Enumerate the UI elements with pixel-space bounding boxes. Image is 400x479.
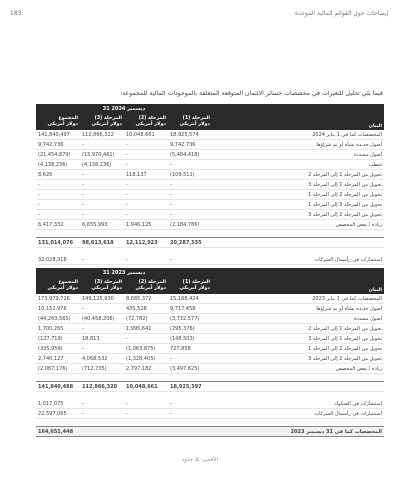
total-column-header-currency: دولار أمريكي xyxy=(47,286,78,291)
total-value: (4,138,236) xyxy=(36,160,80,170)
row-label xyxy=(212,238,384,248)
row-label: استثمارات في الصكوك xyxy=(212,399,384,409)
s2-value xyxy=(124,427,168,437)
s3-value: 112,866,320 xyxy=(80,382,124,392)
s2-value: 2,797,182 xyxy=(124,364,168,374)
row-label: تحويل من المرحلة 1 إلى المرحلة 2 xyxy=(212,170,384,180)
row-label xyxy=(212,382,384,392)
s2-value: 1,946,125 xyxy=(124,220,168,230)
s3-value: - xyxy=(80,399,124,409)
page-number: 183 xyxy=(10,10,22,17)
s3-value: (712,735) xyxy=(80,364,124,374)
s1-value: (3,497,625) xyxy=(168,364,212,374)
s3-value: - xyxy=(80,210,124,220)
s1-value: 18,925,574 xyxy=(168,130,212,140)
total-value: 141,840,488 xyxy=(36,382,80,392)
stage3-column-header xyxy=(80,114,124,130)
table-row xyxy=(36,344,384,354)
table-row xyxy=(36,324,384,334)
s2-value: - xyxy=(124,334,168,344)
s3-value: 112,866,322 xyxy=(80,130,124,140)
spacer-row xyxy=(36,419,384,427)
total-value: 2,740,127 xyxy=(36,354,80,364)
s1-value: - xyxy=(168,354,212,364)
s1-value: (148,503) xyxy=(168,334,212,344)
total-value: 10,152,976 xyxy=(36,304,80,314)
period-label: 31 ديسمبر 2023 xyxy=(36,268,212,278)
total-value: - xyxy=(36,190,80,200)
subtotal-row xyxy=(36,382,384,392)
s2-value: 8,685,372 xyxy=(124,294,168,304)
row-label: أصول مسددة xyxy=(212,314,384,324)
s2-value: 1,995,641 xyxy=(124,324,168,334)
investment-row xyxy=(36,399,384,409)
s1-value xyxy=(168,427,212,437)
total-value: 141,840,497 xyxy=(36,130,80,140)
table-row xyxy=(36,200,384,210)
s3-value: 98,613,618 xyxy=(80,238,124,248)
table-row xyxy=(36,210,384,220)
table-row xyxy=(36,140,384,150)
s1-value: - xyxy=(168,200,212,210)
row-label: أصول مسددة xyxy=(212,150,384,160)
row-label: زيادة / نقص المخصص xyxy=(212,364,384,374)
row-label: تحويل من المرحلة 3 إلى المرحلة 1 xyxy=(212,200,384,210)
spacer-cell xyxy=(36,230,384,238)
s2-value: - xyxy=(124,409,168,419)
row-label: تحويل من المرحلة 2 إلى المرحلة 3 xyxy=(212,354,384,364)
s3-value: - xyxy=(80,200,124,210)
s3-value: - xyxy=(80,255,124,265)
total-value: 1,017,075 xyxy=(36,399,80,409)
s2-value: - xyxy=(124,200,168,210)
total-column-header-currency: دولار أمريكي xyxy=(47,122,78,127)
s2-value: (72,782) xyxy=(124,314,168,324)
s1-value: - xyxy=(168,399,212,409)
total-value: 173,979,726 xyxy=(36,294,80,304)
section-title: فيما يلي تحليل للتغيرات في مخصصات خسائر الائتمان المتوقعة المتعلقة بالموجودات المالية للمجموعة: xyxy=(120,90,383,97)
s1-value: (3,732,577) xyxy=(168,314,212,324)
stage2-column-header xyxy=(124,278,168,294)
s1-value: 9,717,458 xyxy=(168,304,212,314)
provisions-table-2023 xyxy=(36,268,384,437)
stage2-column-header-currency: دولار أمريكي xyxy=(135,286,166,291)
stage2-column-header xyxy=(124,114,168,130)
investment-row xyxy=(36,255,384,265)
total-column-header xyxy=(36,278,80,294)
s1-value: 727,858 xyxy=(168,344,212,354)
stage1-column-header xyxy=(168,114,212,130)
table-row xyxy=(36,180,384,190)
table-row xyxy=(36,150,384,160)
total-column-header-title: المجموع xyxy=(58,115,78,121)
stage1-column-header-currency: دولار أمريكي xyxy=(179,122,210,127)
footer-note: الأقصى بلا حدود xyxy=(181,457,219,463)
row-label: أصول جديدة نشأة أو تم شراؤها xyxy=(212,304,384,314)
stage2-column-header-currency: دولار أمريكي xyxy=(135,122,166,127)
s3-value: 6,655,993 xyxy=(80,220,124,230)
s1-value: - xyxy=(168,190,212,200)
period-row xyxy=(36,104,384,114)
total-value: - xyxy=(36,210,80,220)
s3-value: - xyxy=(80,170,124,180)
s3-value: (15,970,461) xyxy=(80,150,124,160)
table-row xyxy=(36,190,384,200)
period-blank xyxy=(212,104,384,114)
s1-value: - xyxy=(168,160,212,170)
total-value: 9,742,736 xyxy=(36,140,80,150)
stage3-column-header xyxy=(80,278,124,294)
total-value: 8,626 xyxy=(36,170,80,180)
spacer-row xyxy=(36,230,384,238)
table-row xyxy=(36,354,384,364)
table-row xyxy=(36,220,384,230)
s1-value: (295,376) xyxy=(168,324,212,334)
s2-value: 10,048,661 xyxy=(124,382,168,392)
provisions-table-2024 xyxy=(36,104,384,283)
total-value: 22,597,085 xyxy=(36,409,80,419)
total-value: (127,719) xyxy=(36,334,80,344)
s3-value: 18,813 xyxy=(80,334,124,344)
total-column-header-title: المجموع xyxy=(58,279,78,285)
s2-value: - xyxy=(124,399,168,409)
table-row xyxy=(36,130,384,140)
subtotal-row xyxy=(36,238,384,248)
row-label: شطب xyxy=(212,160,384,170)
s2-value: - xyxy=(124,210,168,220)
s3-value xyxy=(80,427,124,437)
total-value: 6,417,332 xyxy=(36,220,80,230)
stage3-column-header-title: المرحلة (3) xyxy=(94,279,122,285)
period-row xyxy=(36,268,384,278)
s2-value: - xyxy=(124,140,168,150)
stage1-column-header-currency: دولار أمريكي xyxy=(179,286,210,291)
s2-value: - xyxy=(124,150,168,160)
row-label: تحويل من المرحلة 2 إلى المرحلة 1 xyxy=(212,344,384,354)
s3-value: - xyxy=(80,409,124,419)
row-label: أصول جديدة نشأة أو تم شراؤها xyxy=(212,140,384,150)
row-label: المخصصات كما في 31 ديسمبر 2023 xyxy=(212,427,384,437)
total-value: 164,651,448 xyxy=(36,427,80,437)
s3-value: - xyxy=(80,344,124,354)
s3-value: 149,125,930 xyxy=(80,294,124,304)
s1-value: - xyxy=(168,180,212,190)
spacer-cell xyxy=(36,248,384,256)
s3-value: - xyxy=(80,190,124,200)
s1-value: 9,742,736 xyxy=(168,140,212,150)
s1-value: - xyxy=(168,409,212,419)
s2-value: 12,112,923 xyxy=(124,238,168,248)
s1-value: - xyxy=(168,210,212,220)
spacer-cell xyxy=(36,419,384,427)
s3-value: - xyxy=(80,304,124,314)
s1-value: - xyxy=(168,255,212,265)
s3-value: - xyxy=(80,180,124,190)
total-value: (2,087,176) xyxy=(36,364,80,374)
s3-value: - xyxy=(80,324,124,334)
s1-value: 15,168,424 xyxy=(168,294,212,304)
row-label: تحويل من المرحلة 1 إلى المرحلة 3 xyxy=(212,334,384,344)
row-label: تحويل من المرحلة 1 إلى المرحلة 3 xyxy=(212,180,384,190)
stage3-column-header-currency: دولار أمريكي xyxy=(91,286,122,291)
investment-row xyxy=(36,409,384,419)
total-value: 32,028,318 xyxy=(36,255,80,265)
s2-value: - xyxy=(124,160,168,170)
column-header-row xyxy=(36,114,384,130)
table-row xyxy=(36,304,384,314)
stage2-column-header-title: المرحلة (2) xyxy=(138,115,166,121)
stage2-column-header-title: المرحلة (2) xyxy=(138,279,166,285)
total-value: (21,454,879) xyxy=(36,150,80,160)
label-column-header: البيان xyxy=(212,278,384,294)
provisions-table xyxy=(36,104,384,283)
s2-value: 118,137 xyxy=(124,170,168,180)
total-value: - xyxy=(36,200,80,210)
table-row xyxy=(36,364,384,374)
s1-value: (2,184,786) xyxy=(168,220,212,230)
row-label: استثمارات في رأسمال الشركات xyxy=(212,255,384,265)
stage1-column-header-title: المرحلة (1) xyxy=(182,279,210,285)
s3-value: (4,138,236) xyxy=(80,160,124,170)
s2-value: - xyxy=(124,255,168,265)
stage1-column-header-title: المرحلة (1) xyxy=(182,115,210,121)
s2-value: 435,528 xyxy=(124,304,168,314)
s1-value: 20,287,535 xyxy=(168,238,212,248)
row-label: تحويل من المرحلة 1 إلى المرحلة 2 xyxy=(212,324,384,334)
spacer-row xyxy=(36,374,384,382)
s3-value: (40,458,206) xyxy=(80,314,124,324)
table-row xyxy=(36,334,384,344)
row-label: زيادة / نقص المخصص xyxy=(212,220,384,230)
page-header-title: إيضاحات حول القوائم المالية الموحدة xyxy=(294,10,388,17)
table-row xyxy=(36,160,384,170)
row-label: تحويل من المرحلة 2 إلى المرحلة 1 xyxy=(212,190,384,200)
row-label: المخصصات كما في 1 يناير 2024 xyxy=(212,130,384,140)
period-blank xyxy=(212,268,384,278)
row-label: استثمارات في رأسمال الشركات xyxy=(212,409,384,419)
s3-value: 4,068,532 xyxy=(80,354,124,364)
s1-value: (109,511) xyxy=(168,170,212,180)
closing-balance-row xyxy=(36,427,384,437)
total-value: 1,700,265 xyxy=(36,324,80,334)
s2-value: - xyxy=(124,180,168,190)
table-row xyxy=(36,314,384,324)
table-row xyxy=(36,170,384,180)
stage3-column-header-currency: دولار أمريكي xyxy=(91,122,122,127)
spacer-cell xyxy=(36,392,384,400)
column-header-row xyxy=(36,278,384,294)
provisions-table xyxy=(36,268,384,437)
spacer-cell xyxy=(36,374,384,382)
total-value: (335,959) xyxy=(36,344,80,354)
total-value: 131,014,076 xyxy=(36,238,80,248)
stage3-column-header-title: المرحلة (3) xyxy=(94,115,122,121)
s2-value: (1,328,405) xyxy=(124,354,168,364)
row-label: تحويل من المرحلة 2 إلى المرحلة 3 xyxy=(212,210,384,220)
s1-value: (5,484,418) xyxy=(168,150,212,160)
s2-value: - xyxy=(124,190,168,200)
page-header xyxy=(10,10,388,22)
total-column-header xyxy=(36,114,80,130)
s2-value: 10,048,661 xyxy=(124,130,168,140)
s1-value: 18,925,597 xyxy=(168,382,212,392)
period-label: 31 ديسمبر 2024 xyxy=(36,104,212,114)
row-label: المخصصات كما في 1 يناير 2023 xyxy=(212,294,384,304)
s2-value: (1,063,875) xyxy=(124,344,168,354)
s3-value: - xyxy=(80,140,124,150)
stage1-column-header xyxy=(168,278,212,294)
spacer-row xyxy=(36,392,384,400)
total-value: (44,263,565) xyxy=(36,314,80,324)
label-column-header: البيان xyxy=(212,114,384,130)
table-row xyxy=(36,294,384,304)
total-value: - xyxy=(36,180,80,190)
spacer-row xyxy=(36,248,384,256)
